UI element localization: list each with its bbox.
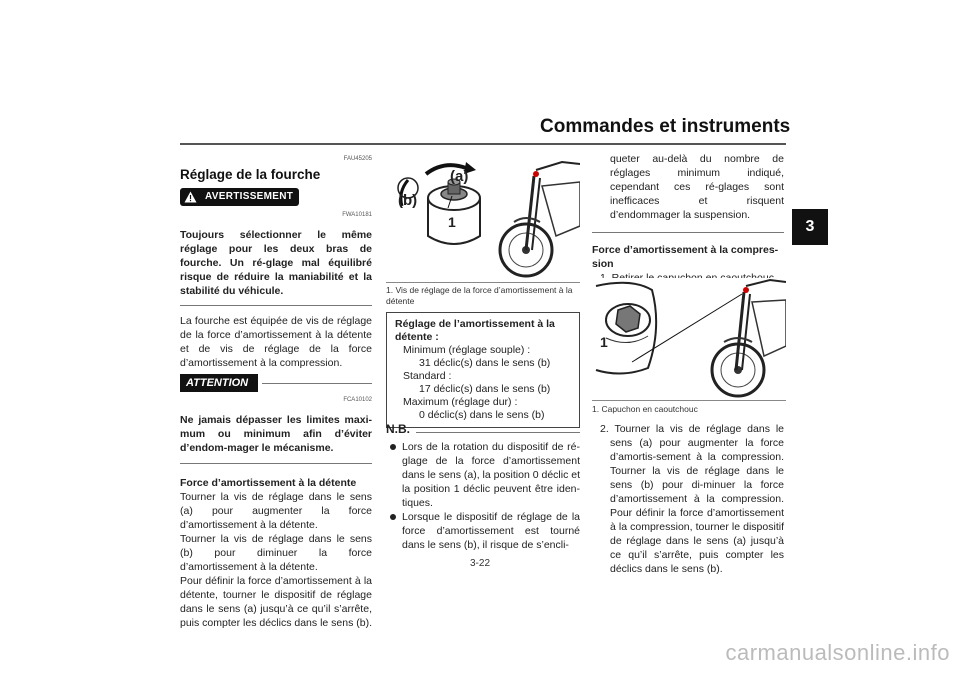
section-heading: Réglage de la fourche [180,167,321,182]
spec-max-label: Maximum (réglage dur) : [403,396,518,408]
ref-code: FCA10102 [343,397,372,403]
nb-bullet [386,510,580,552]
paragraph: Pour définir la force d’amortissement à la détente, tourner le dispositif de réglage dans le sens (a) jusqu’à ce qu’il s’arrête, puis compter les déclics dans le sens (b). [180,575,372,629]
nb-label: N.B. [386,422,410,436]
right-column-bottom [592,422,784,576]
spec-max-value: 0 déclic(s) dans le sens (b) [419,409,545,421]
divider [592,232,784,233]
nb-section [386,422,580,552]
nb-header [386,422,580,436]
header-rule [180,143,786,145]
figure-divider [592,400,786,401]
attention-text: Ne jamais dépasser les limites maxi-mum ou minimum afin d’éviter d’endom-mager le mécanisme. [180,414,372,454]
spec-title: Réglage de l’amortissement à la détente : [395,318,555,343]
compression-cap-illustration [592,278,786,400]
page-header-title: Commandes et instruments [540,116,791,137]
paragraph: Tourner la vis de réglage dans le sens (b) pour diminuer la force d’amortissement à la détente. [180,533,372,573]
attention-header [180,374,372,392]
figure-caption: 1. Capuchon en caoutchouc [592,404,698,414]
figure-caption: 1. Vis de réglage de la force d’amortissement à la détente [386,285,573,306]
chapter-tab: 3 [792,209,828,245]
subheading-compression: Force d’amortissement à la compres-sion [592,244,779,270]
continuation-text: queter au-delà du nombre de réglages minimum indiqué, cependant ces ré-glages sont inefficaces et risquent d’endommager la suspension. [610,153,784,221]
warning-text: Toujours sélectionner le même réglage pour les deux bras de fourche. Un ré-glage mal équilibré risque de réduire la maniabilité et la stabilité du véhicule. [180,229,372,297]
spec-std-label: Standard : [403,370,452,382]
spec-min-label: Minimum (réglage souple) : [403,344,531,356]
figure-label-1: 1 [448,214,456,230]
rebound-adjuster-illustration [386,156,580,280]
watermark: carmanualsonline.info [725,640,950,665]
spec-std-value: 17 déclic(s) dans le sens (b) [419,383,551,395]
warning-label: AVERTISSEMENT [201,188,299,206]
spec-box [386,312,580,428]
page-number: 3-22 [469,558,490,569]
bullet-text: Lorsque le dispositif de réglage de la force d’amortissement est tourné dans le sens (b), il risque de s’encli- [402,511,580,551]
figure-divider [386,282,580,283]
figure-label-1: 1 [600,334,608,350]
divider [180,463,372,464]
figure-label-a: (a) [450,168,469,185]
right-column-top [592,152,784,299]
bullet-text: Lors de la rotation du dispositif de ré-glage de la force d’amortissement dans le sens (a), la position 0 déclic et la position 1 déclic peuvent être iden-tiques. [402,441,581,509]
intro-paragraph: La fourche est équipée de vis de réglage de la force d’amortissement à la détente et de vis de réglage de la force d’amortissement à la compression. [180,315,372,369]
warning-badge [180,188,299,206]
paragraph: Tourner la vis de réglage dans le sens (a) pour augmenter la force d’amortissement à la détente. [180,491,372,531]
left-column [180,152,372,630]
step-2: 2. Tourner la vis de réglage dans le sens (a) pour augmenter la force d’amortis-sement à la compression. Tourner la vis de réglage dans le sens (b) pour di-minuer la force d’amortissement à la compression. Pour définir la force d’amortissement à la compression, tourner le dispositif de réglage dans le sens (a) jusqu’à ce qu’il s’arrête, puis compter les déclics dans le sens (b). [600,423,784,575]
bullet-icon [390,444,396,450]
bullet-icon [390,514,396,520]
warning-header [180,188,372,206]
divider [180,305,372,306]
ref-code: FAU45205 [343,156,372,162]
nb-bullet [386,440,580,510]
spec-min-value: 31 déclic(s) dans le sens (b) [419,357,551,369]
attention-label: ATTENTION [180,374,258,392]
subheading-rebound: Force d’amortissement à la détente [180,477,357,489]
warning-triangle-icon [180,188,201,206]
ref-code: FWA10181 [342,212,372,218]
figure-label-b: (b) [398,192,418,209]
